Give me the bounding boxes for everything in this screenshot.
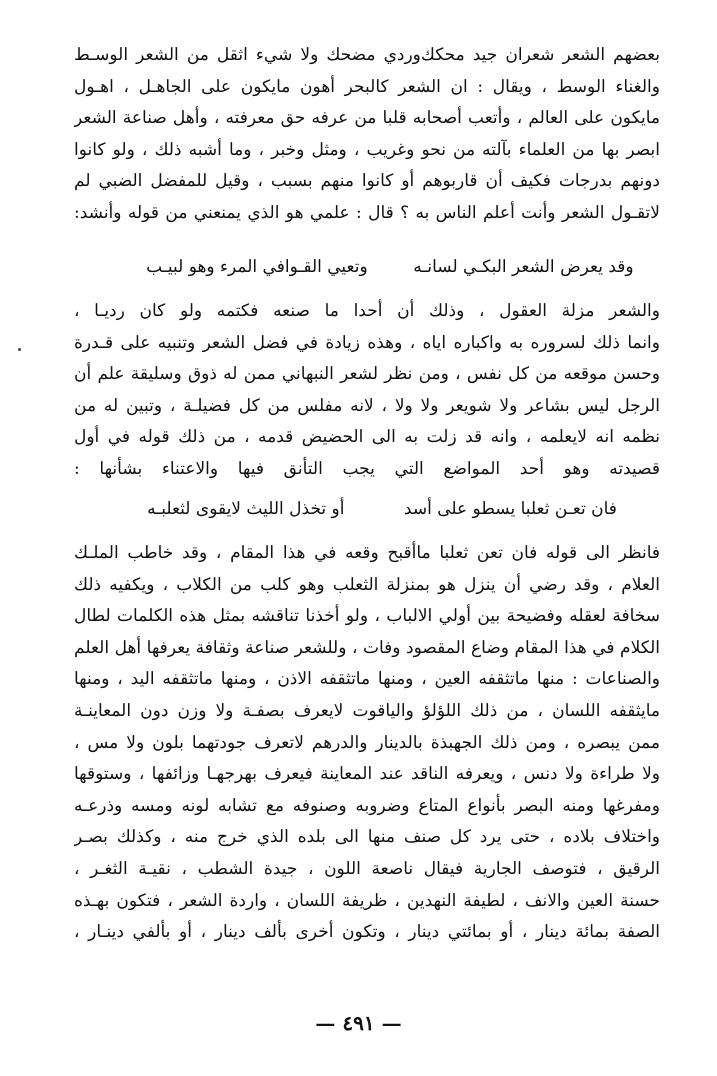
text-line: ممن يبصره ، ومن ذلك الجهبذة بالدينار والدرهم لاتعرف جودتهما بلون ولا مس ، <box>74 732 660 753</box>
verse-1-first-hemistich: وقد يعرض الشعر البكـي لسانـه <box>413 257 634 277</box>
text-line: والشعر مزلة العقول ، وذلك أن أحدا ما صنعه فكتمه ولو كان رديـا ، <box>74 301 660 321</box>
text-line: ابصر بها من العلماء بآلته من نحو وغريب ، ومثل وخبر ، وما أشبه ذلك ، ولو كانوا <box>74 139 660 160</box>
text-line: سخافة لعقله وفضيحة بين أولي الالباب ، ولو أخذنا تناقشه بمثل هذه الكلمات لطال <box>74 606 660 627</box>
text-line: الرجل ليس بشاعر ولا شويعر ولا ولا ، لانه مفلس من كل فضيلـة ، وتبين له من <box>74 395 660 416</box>
text-line: حسنة العين والانف ، لطيفة النهدين ، ظريفة اللسان ، واردة الشعر ، فتكون بهـذه <box>74 890 660 911</box>
text-line: العلام ، وقد رضي أن ينزل هو بمنزلة الثعلب وهو كلب من الكلاب ، ويكفيه ذلك <box>74 574 660 595</box>
verse-2 <box>100 494 640 525</box>
paragraph-2 <box>74 296 660 486</box>
text-line: قصيدته وهو أحد المواضع التي يجب التأنق فيها والاعتناء بشأنها : <box>74 458 660 479</box>
text-line: والصناعات : منها ماتثقفه العين ، ومنها ماتثقفه الاذن ، ومنها ماتثقفه اليد ، ومنها <box>74 669 660 690</box>
margin-mark <box>18 348 21 351</box>
text-line: الرقيق ، فتوصف الجارية فيقال ناصعة اللون ، جيدة الشطب ، نقيـة الثغـر ، <box>74 858 660 879</box>
text-line: وانما ذلك لسروره به واكباره اياه ، وهذه زيادة في فضل الشعر وتنبيه على قـدرة <box>74 332 660 353</box>
text-line: والغناء الوسط ، ويقال : ان الشعر كالبحر أهون مايكون على الجاهـل ، اهـول <box>74 76 660 97</box>
verse-1-second-hemistich: وتعيي القـوافي المرء وهو لبيـب <box>146 257 368 277</box>
text-line: دونهم بدرجات فكيف أن قاربوهم أو كانوا منهم بسبب ، وقيل للمفضل الضبي لم <box>74 171 660 192</box>
text-line: بعضهم الشعر شعران جيد محكك‌وردي مضحك ولا شيء اثقل من الشعر الوسـط <box>74 45 660 65</box>
text-line: لاتقـول الشعر وأنت أعلم الناس به ؟ قال : علمي هو الذي يمنعني من قوله وأنشد: <box>74 202 660 223</box>
text-line: ولا طراءة ولا دنس ، ويعرفه الناقد عند المعاينة فيعرف بهرجهـا وزائفها ، وستوقها <box>74 764 660 785</box>
text-line: مايثقفه اللسان ، من ذلك اللؤلؤ والياقوت لايعرف بصفـة ولا وزن دون المعاينـة <box>74 700 660 721</box>
verse-2-second-hemistich: أو تخذل الليث لايقوى لثعلبـه <box>147 499 345 519</box>
text-line: فانظر الى قوله فان تعن ثعلبا ماأقبح وقعه في هذا المقام ، وقد خاطب الملـك <box>74 543 660 563</box>
text-line: الصفة بمائة دينار ، أو بمائتي دينار ، وتكون أخرى بألف دينار ، أو بألفي دينـار ، <box>74 922 660 943</box>
paragraph-1 <box>74 40 660 230</box>
paragraph-3 <box>74 538 660 949</box>
text-line: الكلام في هذا المقام وضاع المقصود وفات ، وللشعر صناعة وثقافة يعرفها أهل العلم <box>74 637 660 658</box>
text-line: مايكون على العالم ، وأتعب أصحابه قلبا من عرفه حق معرفته ، وأهل صناعة الشعر <box>74 108 660 129</box>
page-number: — ٤٩١ — <box>315 1011 402 1035</box>
text-line: وحسن موقعه من كل نفس ، ومن نظر لشعر النبهاني ممن له ذوق وسليقة علم أن <box>74 364 660 385</box>
verse-1 <box>110 252 654 283</box>
verse-2-first-hemistich: فان تعـن ثعلبا يسطو على أسد <box>403 499 617 519</box>
text-line: ومفرغها ومنه البصر بأنواع المتاع وضروبه وصنوفه مع تشابه لونه ومسه وذرعـه <box>74 795 660 816</box>
text-line: نظمه انه لايعلمه ، وانه قد زلت به الى الحضيض قدمه ، من ذلك قوله في أول <box>74 427 660 448</box>
text-line: واختلاف بلاده ، حتى يرد كل صنف منها الى بلده الذي خرج منه ، وكذلك بصـر <box>74 827 660 848</box>
